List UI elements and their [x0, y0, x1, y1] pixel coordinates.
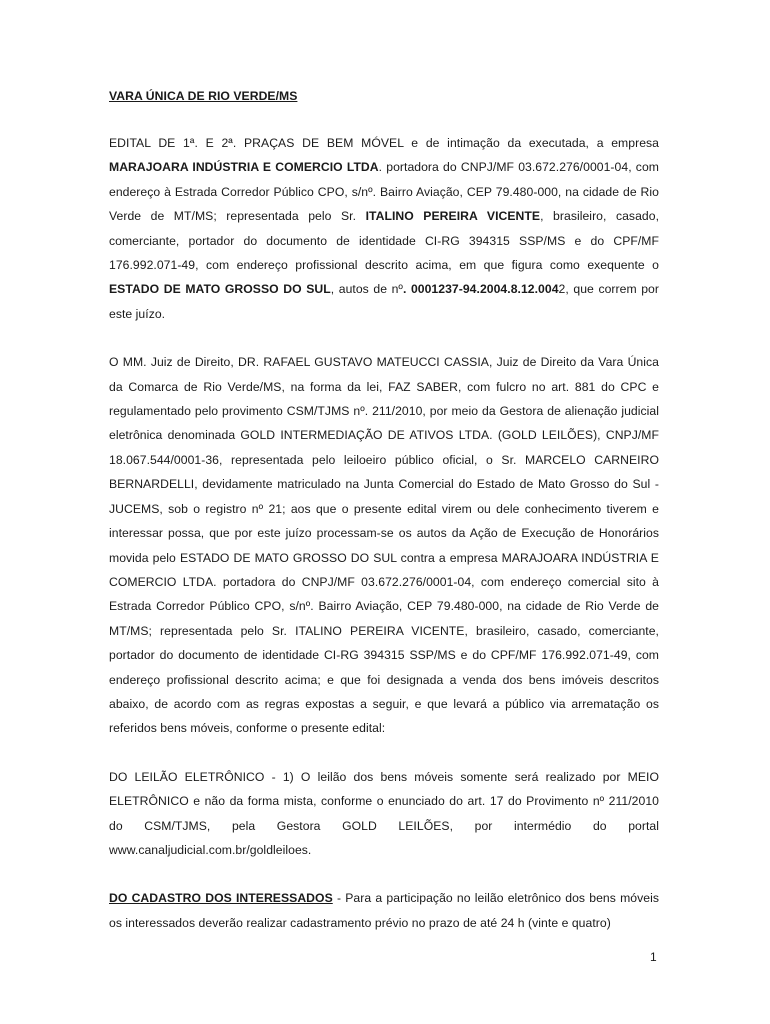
section-heading-cadastro: DO CADASTRO DOS INTERESSADOS: [109, 891, 333, 906]
company-name: MARAJOARA INDÚSTRIA E COMERCIO LTDA: [109, 160, 379, 175]
page-number: 1: [650, 950, 657, 964]
document-title: VARA ÚNICA DE RIO VERDE/MS: [109, 89, 298, 103]
case-number: . 0001237-94.2004.8.12.004: [402, 282, 559, 297]
paragraph-faz-saber: O MM. Juiz de Direito, DR. RAFAEL GUSTAVO MATEUCCI CASSIA, Juiz de Direito da Vara Única da Comarca de Rio Verde/MS, na forma da lei, FAZ SABER, com fulcro no art. 881 do CPC e regulamentado pelo provimento CSM/TJMS nº. 211/2010, por meio da Gestora de alienação judicial eletrônica denominada GOLD INTERMEDIAÇÃO DE ATIVOS LTDA. (GOLD LEILÕES), CNPJ/MF 18.067.544/0001-36, representada pelo leiloeiro público oficial, o Sr. MARCELO CARNEIRO BERNARDELLI, devidamente matriculado na Junta Comercial do Estado de Mato Grosso do Sul - JUCEMS, sob o registro nº 21; aos que o presente edital virem ou dele conhecimento tiverem e interessar possa, que por este juízo processam-se os autos da Ação de Execução de Honorários movida pelo ESTADO DE MATO GROSSO DO SUL contra a empresa MARAJOARA INDÚSTRIA E COMERCIO LTDA. portadora do CNPJ/MF 03.672.276/0001-04, com endereço comercial sito à Estrada Corredor Público CPO, s/nº. Bairro Aviação, CEP 79.480-000, na cidade de Rio Verde de MT/MS; representada pelo Sr. ITALINO PEREIRA VICENTE, brasileiro, casado, comerciante, portador do documento de identidade CI-RG 394315 SSP/MS e do CPF/MF 176.992.071-49, com endereço profissional descrito acima; e que foi designada a venda dos bens imóveis descritos abaixo, de acordo com as regras expostas a seguir, e que levará a público via arrematação os referidos bens móveis, conforme o presente edital:: [109, 355, 659, 736]
exequente-name: ESTADO DE MATO GROSSO DO SUL: [109, 282, 331, 297]
paragraph-edital: [109, 131, 659, 326]
paragraph-leilao-eletronico: DO LEILÃO ELETRÔNICO - 1) O leilão dos bens móveis somente será realizado por MEIO ELETRÔNICO e não da forma mista, conforme o enunciado do art. 17 do Provimento nº 211/2010 do CSM/TJMS, pela Gestora GOLD LEILÕES, por intermédio do portal www.canaljudicial.com.br/goldleiloes.: [109, 769, 659, 857]
paragraph-text: , brasileiro, casado, comerciante, portador do documento de identidade CI-RG 394315 SSP/MS e do CPF/MF 176.992.071-49, com endereço profissional descrito acima, em que figura como exequente o: [109, 209, 660, 273]
document-body: [109, 84, 659, 935]
paragraph-text: EDITAL DE 1ª. E 2ª. PRAÇAS DE BEM MÓVEL e de intimação da executada, a empresa: [109, 136, 659, 150]
paragraph-text: . portadora do CNPJ/MF 03.672.276/0001-04, com endereço à Estrada Corredor Público CPO, s/nº. Bairro Aviação, CEP 79.480-000, na cidade de Rio Verde de MT/MS; representada pelo Sr.: [109, 160, 659, 224]
paragraph-text: 2, que correm por este juízo.: [109, 282, 659, 321]
representative-name: ITALINO PEREIRA VICENTE: [365, 209, 541, 224]
paragraph-cadastro: [109, 886, 659, 935]
paragraph-text: , autos de nº: [330, 282, 403, 297]
paragraph-text: - Para a participação no leilão eletrônico dos bens móveis os interessados deverão realizar cadastramento prévio no prazo de até 24 h (vinte e quatro): [109, 891, 659, 930]
